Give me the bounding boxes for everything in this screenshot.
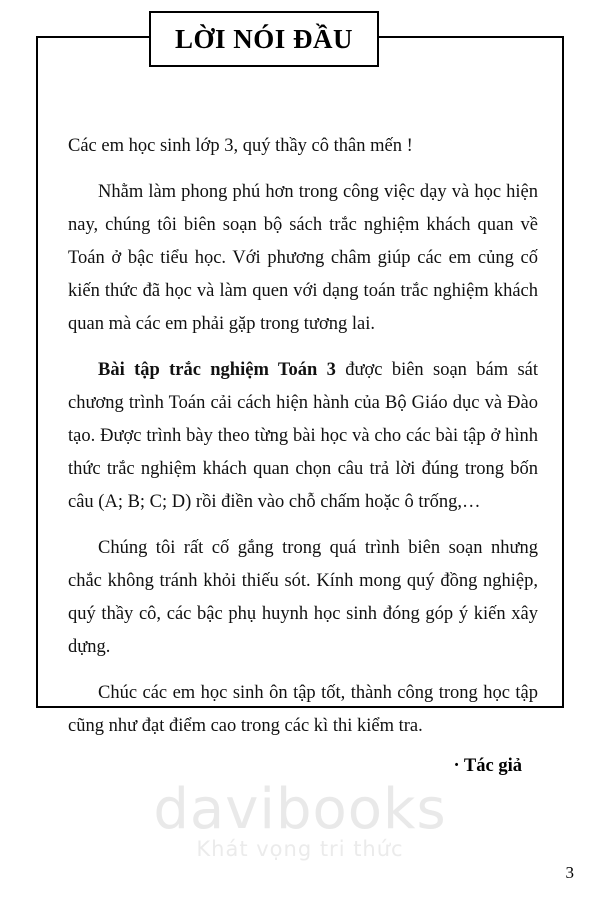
watermark-brand: davibooks: [153, 777, 447, 842]
page-title: LỜI NÓI ĐẦU: [174, 23, 354, 54]
paragraph-wish: Chúc các em học sinh ôn tập tốt, thành công trong học tập cũng như đạt điểm cao trong các kì thi kiểm tra.: [68, 683, 538, 736]
paragraph-intro: Nhằm làm phong phú hơn trong công việc dạy và học hiện nay, chúng tôi biên soạn bộ sách trắc nghiệm khách quan về Toán ở bậc tiểu học. Với phương châm giúp các em củng cố kiến thức đã học và làm quen với dạng toán trắc nghiệm khách quan mà các em phải gặp trong tương lai.: [68, 182, 538, 334]
watermark-tagline: Khát vọng tri thức: [196, 837, 404, 861]
page-title-box: [149, 11, 379, 67]
paragraph-book-description-text: được biên soạn bám sát chương trình Toán cải cách hiện hành của Bộ Giáo dục và Đào tạo. Được trình bày theo từng bài học và cho các bài tập ở hình thức trắc nghiệm khách quan chọn câu trả lời đúng trong bốn câu (A; B; C; D) rồi điền vào chỗ chấm hoặc ô trống,…: [68, 360, 539, 512]
book-title-emphasis: Bài tập trắc nghiệm Toán 3: [98, 360, 336, 380]
watermark: [0, 777, 600, 862]
paragraph-apology: Chúng tôi rất cố gắng trong quá trình biên soạn nhưng chắc không tránh khỏi thiếu sót. Kính mong quý đồng nghiệp, quý thầy cô, các bậc phụ huynh học sinh đóng góp ý kiến xây dựng.: [68, 538, 538, 657]
preface-body: [68, 130, 538, 777]
paragraph-greeting: Các em học sinh lớp 3, quý thầy cô thân mến !: [68, 136, 413, 156]
page-number: 3: [565, 863, 574, 882]
author-signature: · Tác giả: [453, 756, 522, 776]
paragraph-book-description: [68, 354, 538, 519]
